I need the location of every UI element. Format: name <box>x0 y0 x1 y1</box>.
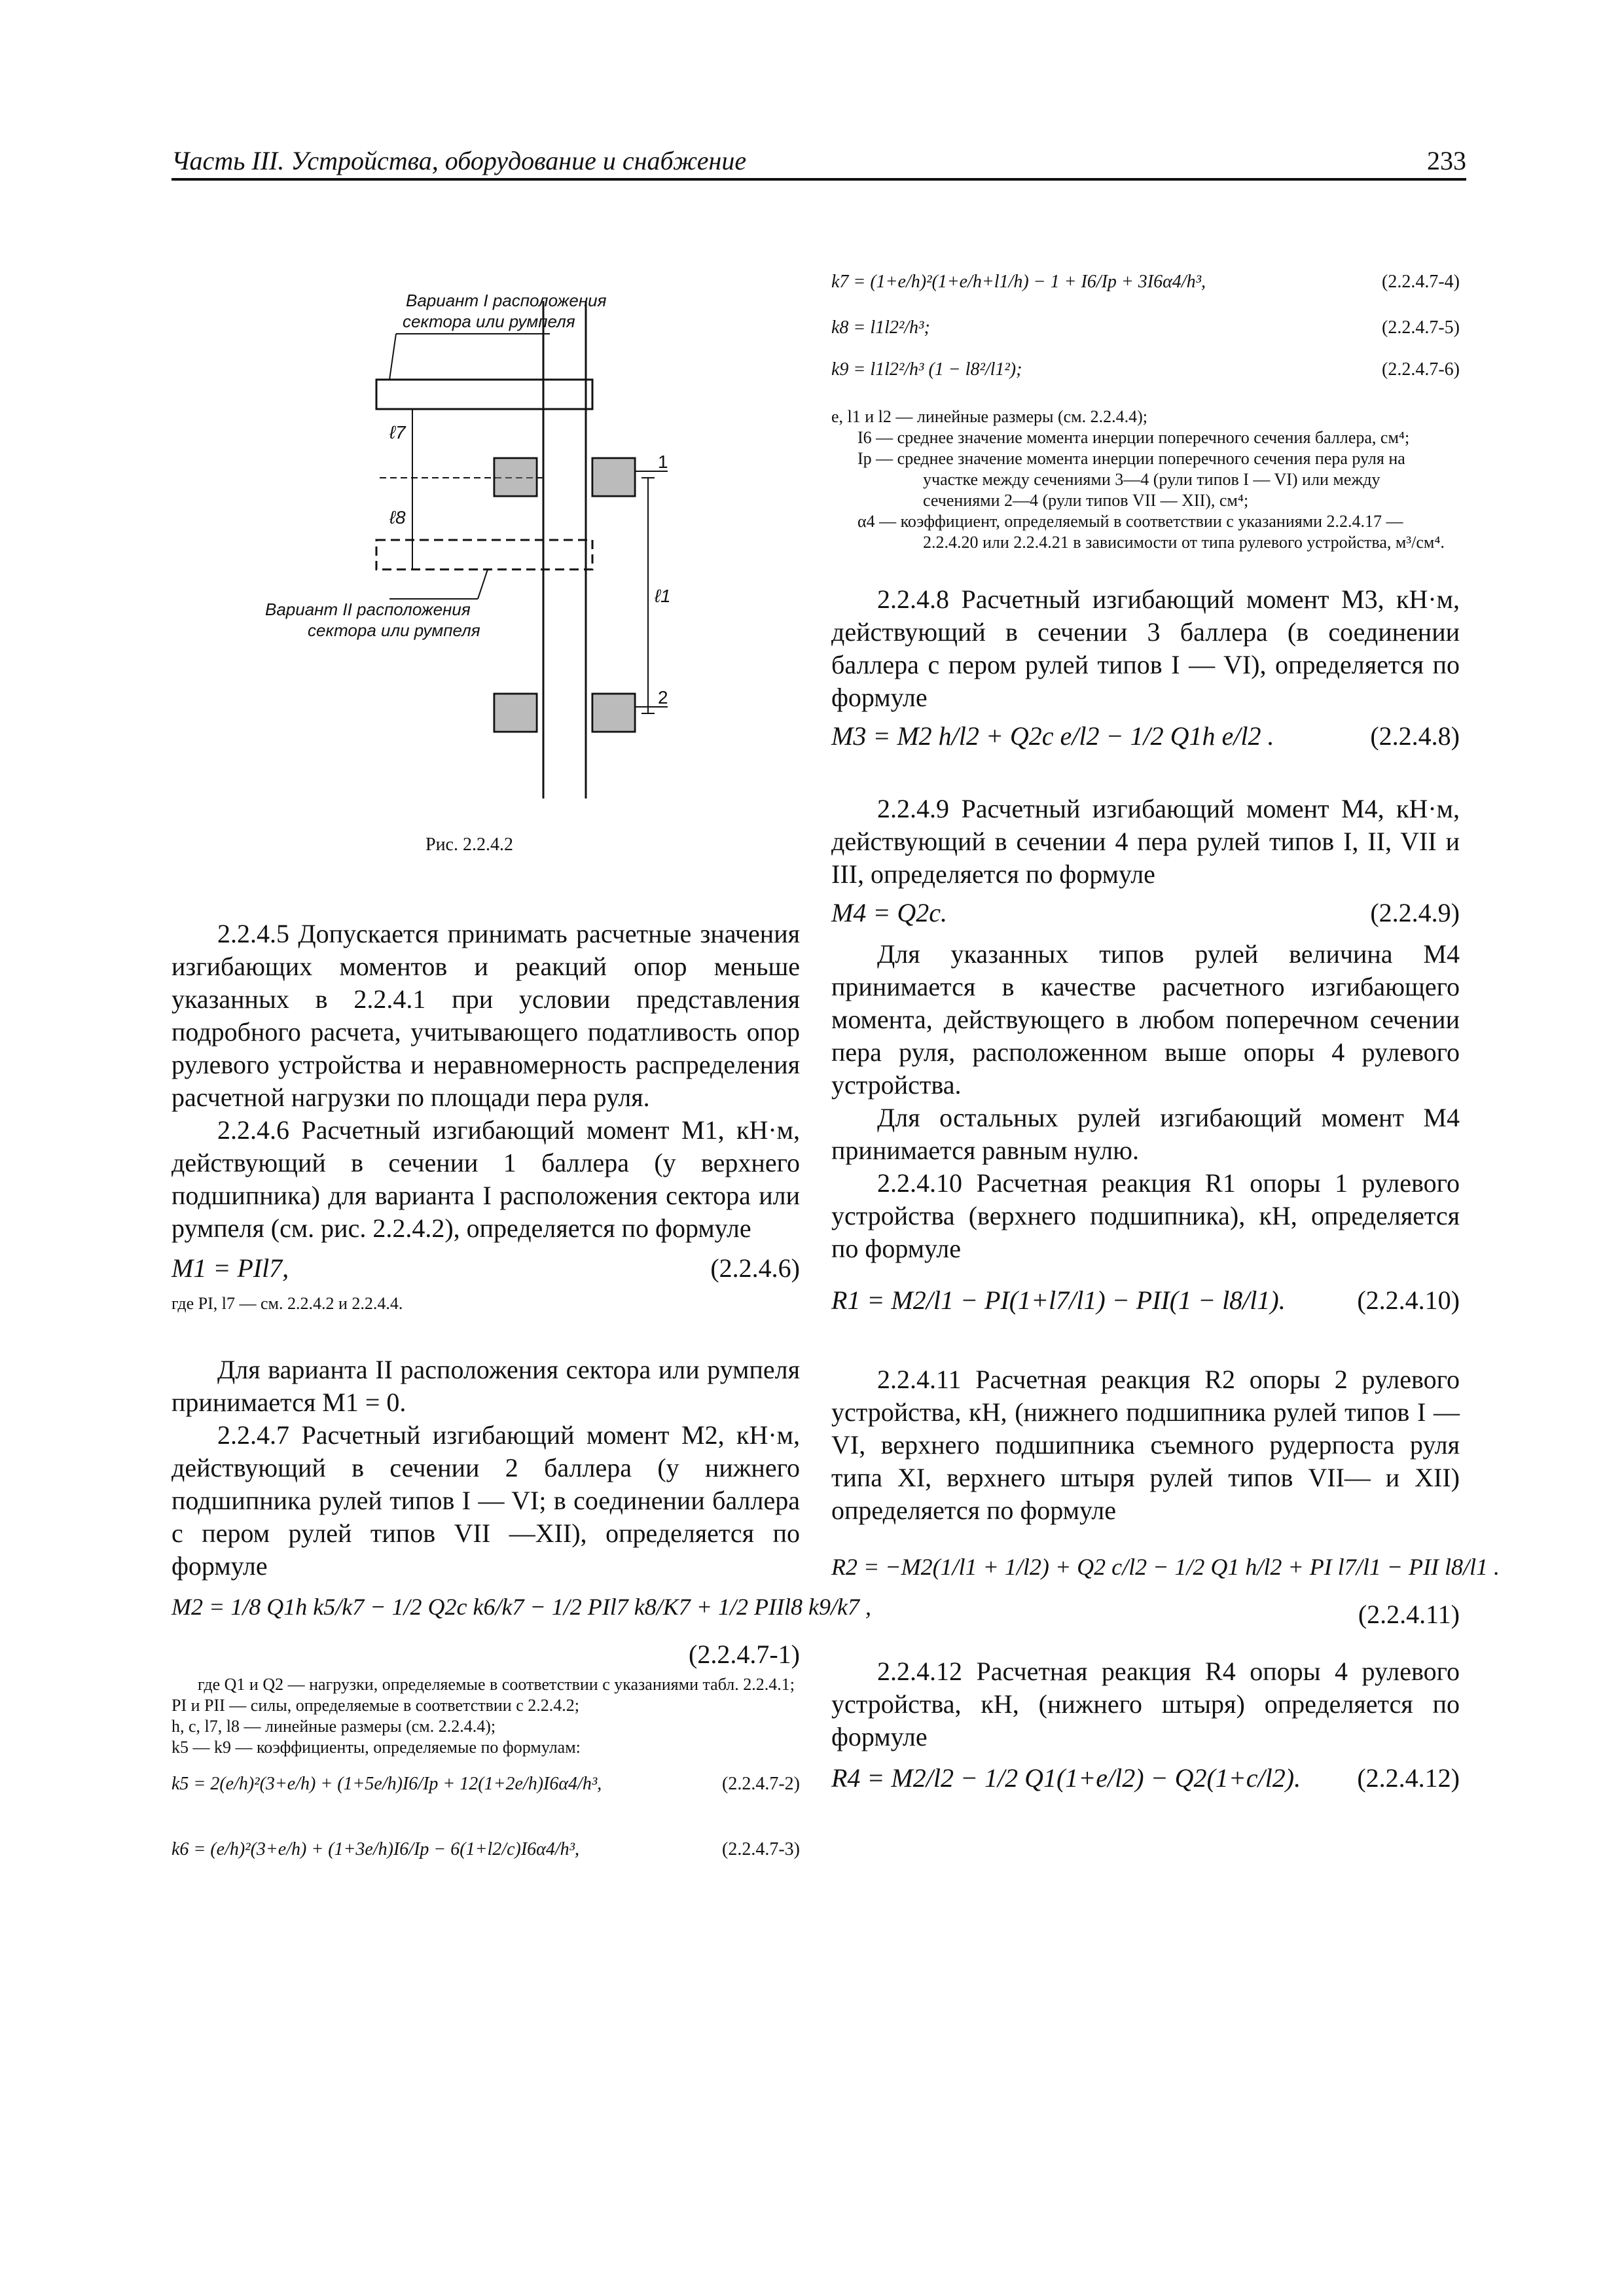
figure-rudder-stock <box>262 275 733 805</box>
equation-2248 <box>831 721 1460 773</box>
left-column <box>171 918 871 1885</box>
equation-22473 <box>171 1839 800 1885</box>
equation-2249 <box>831 897 1460 938</box>
equation-22474-number: (2.2.4.7-4) <box>1382 272 1460 292</box>
right-column <box>831 272 1500 1815</box>
paragraph-2248: 2.2.4.8 Расчетный изгибающий момент M3, кН·м, действующий в сечении 3 баллера (в соединении баллера с пером рулей типов I — VI), определяется по формуле <box>831 584 1460 712</box>
page-header <box>171 145 1466 179</box>
note-q: где Q1 и Q2 — нагрузки, определяемые в соответствии с указаниями табл. 2.2.4.1; <box>198 1675 795 1694</box>
paragraph-variant2: Для варианта II расположения сектора или румпеля принимается M1 = 0. <box>171 1355 800 1417</box>
equation-22472 <box>171 1774 800 1820</box>
note-2246: где PI, l7 — см. 2.2.4.2 и 2.2.4.4. <box>171 1294 403 1313</box>
equation-22411 <box>831 1553 1500 1599</box>
equation-2248-number: (2.2.4.8) <box>1370 721 1460 751</box>
equation-22476 <box>831 359 1460 406</box>
label-variant1-line2: сектора или румпеля <box>403 312 575 331</box>
equation-22474 <box>831 272 1460 317</box>
equation-22473-number: (2.2.4.7-3) <box>722 1839 800 1859</box>
label-variant1-line1: Вариант I расположения <box>406 291 607 310</box>
equation-22411-number-row <box>831 1599 1460 1636</box>
dim-l1: ℓ1 <box>655 586 671 606</box>
equation-22472-number: (2.2.4.7-2) <box>722 1774 800 1794</box>
note-i6: I6 — среднее значение момента инерции поперечного сечения баллера, см⁴; <box>857 428 1410 447</box>
hatch-b1r <box>594 459 634 495</box>
equation-22475 <box>831 317 1460 359</box>
paragraph-m4a: Для указанных типов рулей величина M4 принимается в качестве расчетного изгибающего момента, действующего в любом поперечном сечении пера руля, расположенном выше опоры 4 рулевого устройства. <box>831 939 1460 1100</box>
equation-22412-number: (2.2.4.12) <box>1357 1763 1460 1793</box>
paragraph-2245: 2.2.4.5 Допускается принимать расчетные значения изгибающих моментов и реакций опор меньше указанных в 2.2.4.1 при условии представления подробного расчета, учитывающего податливость опор рулевого устройства и неравномерность распределения расчетной нагрузки по площади пера руля. <box>171 919 800 1112</box>
equation-22412-text: R4 = M2/l2 − 1/2 Q1(1+e/l2) − Q2(1+c/l2). <box>831 1763 1301 1793</box>
dim-l8: ℓ8 <box>389 507 406 528</box>
running-title: Часть III. Устройства, оборудование и снабжение <box>171 146 747 175</box>
equation-22474-text: k7 = (1+e/h)²(1+e/h+l1/h) − 1 + I6/Ip + 3I6α4/h³, <box>831 272 1206 292</box>
equation-22473-text: k6 = (e/h)²(3+e/h) + (1+3e/h)I6/Ip − 6(1+l2/c)I6α4/h³, <box>171 1839 580 1859</box>
note-h: h, c, l7, l8 — линейные размеры (см. 2.2.4.4); <box>171 1717 496 1736</box>
tiller-variant-1 <box>376 380 592 409</box>
paragraph-2249: 2.2.4.9 Расчетный изгибающий момент M4, кН·м, действующий в сечении 4 пера рулей типов I, II, VII и III, определяется по формуле <box>831 794 1460 889</box>
note-p: PI и PII — силы, определяемые в соответствии с 2.2.4.2; <box>171 1696 579 1715</box>
equation-2246-number: (2.2.4.6) <box>710 1253 800 1283</box>
equation-2246 <box>171 1253 800 1293</box>
hatch-b1l <box>496 459 535 495</box>
equation-22412 <box>831 1763 1460 1815</box>
equation-2248-text: M3 = M2 h/l2 + Q2c e/l2 − 1/2 Q1h e/l2 . <box>831 721 1274 751</box>
dim-l7: ℓ7 <box>389 422 406 442</box>
figure-caption: Рис. 2.2.4.2 <box>425 834 513 855</box>
equation-22475-number: (2.2.4.7-5) <box>1382 317 1460 338</box>
equation-22476-text: k9 = l1l2²/h³ (1 − l8²/l1²); <box>831 359 1022 380</box>
equation-2249-number: (2.2.4.9) <box>1370 898 1460 927</box>
note-ip: Ip — среднее значение момента инерции поперечного сечения пера руля на участке между сечениями 3—4 (рули типов I — VI) или между сечениями 2—4 (рули типов VII — XII), см⁴; <box>857 449 1405 510</box>
hatch-b2l <box>496 695 535 730</box>
equation-22471-number-row <box>171 1639 800 1674</box>
label-variant2-line2: сектора или румпеля <box>308 620 480 640</box>
equation-22410-number: (2.2.4.10) <box>1357 1285 1460 1315</box>
equation-22476-number: (2.2.4.7-6) <box>1382 359 1460 380</box>
label-variant2-line1: Вариант II расположения <box>265 600 471 619</box>
note-e: e, l1 и l2 — линейные размеры (см. 2.2.4.4); <box>831 407 1148 426</box>
note-k: k5 — k9 — коэффициенты, определяемые по формулам: <box>171 1738 581 1757</box>
tiller-variant-2 <box>376 540 592 569</box>
equation-2246-text: M1 = PIl7, <box>171 1253 289 1283</box>
hatch-b2r <box>594 695 634 730</box>
equation-22410 <box>831 1285 1460 1344</box>
equation-2249-text: M4 = Q2c. <box>831 898 947 927</box>
equation-22475-text: k8 = l1l2²/h³; <box>831 317 930 338</box>
equation-22411-number: (2.2.4.11) <box>1358 1600 1460 1629</box>
paragraph-2247: 2.2.4.7 Расчетный изгибающий момент M2, кН·м, действующий в сечении 2 баллера (у нижнего подшипника рулей типов I — VI; в соединении баллера с пером рулей типов VII —XII), определяется по формуле <box>171 1420 800 1581</box>
paragraph-22412: 2.2.4.12 Расчетная реакция R4 опоры 4 рулевого устройства, кН, (нижнего штыря) определяется по формуле <box>831 1657 1460 1751</box>
section-1: 1 <box>658 452 668 472</box>
section-2: 2 <box>658 687 668 708</box>
note-a4: α4 — коэффициент, определяемый в соответствии с указаниями 2.2.4.17 — 2.2.4.20 или 2.2.4.21 в зависимости от типа рулевого устройства, м³/см⁴. <box>857 512 1445 552</box>
page-number: 233 <box>1427 146 1466 175</box>
equation-22472-text: k5 = 2(e/h)²(3+e/h) + (1+5e/h)I6/Ip + 12(1+2e/h)I6α4/h³, <box>171 1774 602 1794</box>
equation-22471-number: (2.2.4.7-1) <box>689 1640 800 1669</box>
header-rule <box>171 178 1466 181</box>
paragraph-2246: 2.2.4.6 Расчетный изгибающий момент M1, кН·м, действующий в сечении 1 баллера (у верхнего подшипника) для варианта I расположения сектора или румпеля (см. рис. 2.2.4.2), определяется по формуле <box>171 1115 800 1243</box>
paragraph-m4b: Для остальных рулей изгибающий момент M4 принимается равным нулю. <box>831 1103 1460 1165</box>
equation-22411-text: R2 = −M2(1/l1 + 1/l2) + Q2 c/l2 − 1/2 Q1 h/l2 + PI l7/l1 − PII l8/l1 . <box>831 1554 1500 1580</box>
paragraph-22410: 2.2.4.10 Расчетная реакция R1 опоры 1 рулевого устройства (верхнего подшипника), кН, определяется по формуле <box>831 1168 1460 1263</box>
paragraph-22411: 2.2.4.11 Расчетная реакция R2 опоры 2 рулевого устройства, кН, (нижнего подшипника рулей типов I — VI, верхнего подшипника съемного рудерпоста руля типа XI, верхнего штыря рулей типов VII— и XII) определяется по формуле <box>831 1365 1460 1525</box>
equation-22471-text: M2 = 1/8 Q1h k5/k7 − 1/2 Q2c k6/k7 − 1/2 PIl7 k8/K7 + 1/2 PIIl8 k9/k7 , <box>171 1594 871 1620</box>
equation-22410-text: R1 = M2/l1 − PI(1+l7/l1) − PII(1 − l8/l1). <box>831 1285 1286 1315</box>
equation-22471 <box>171 1593 871 1639</box>
